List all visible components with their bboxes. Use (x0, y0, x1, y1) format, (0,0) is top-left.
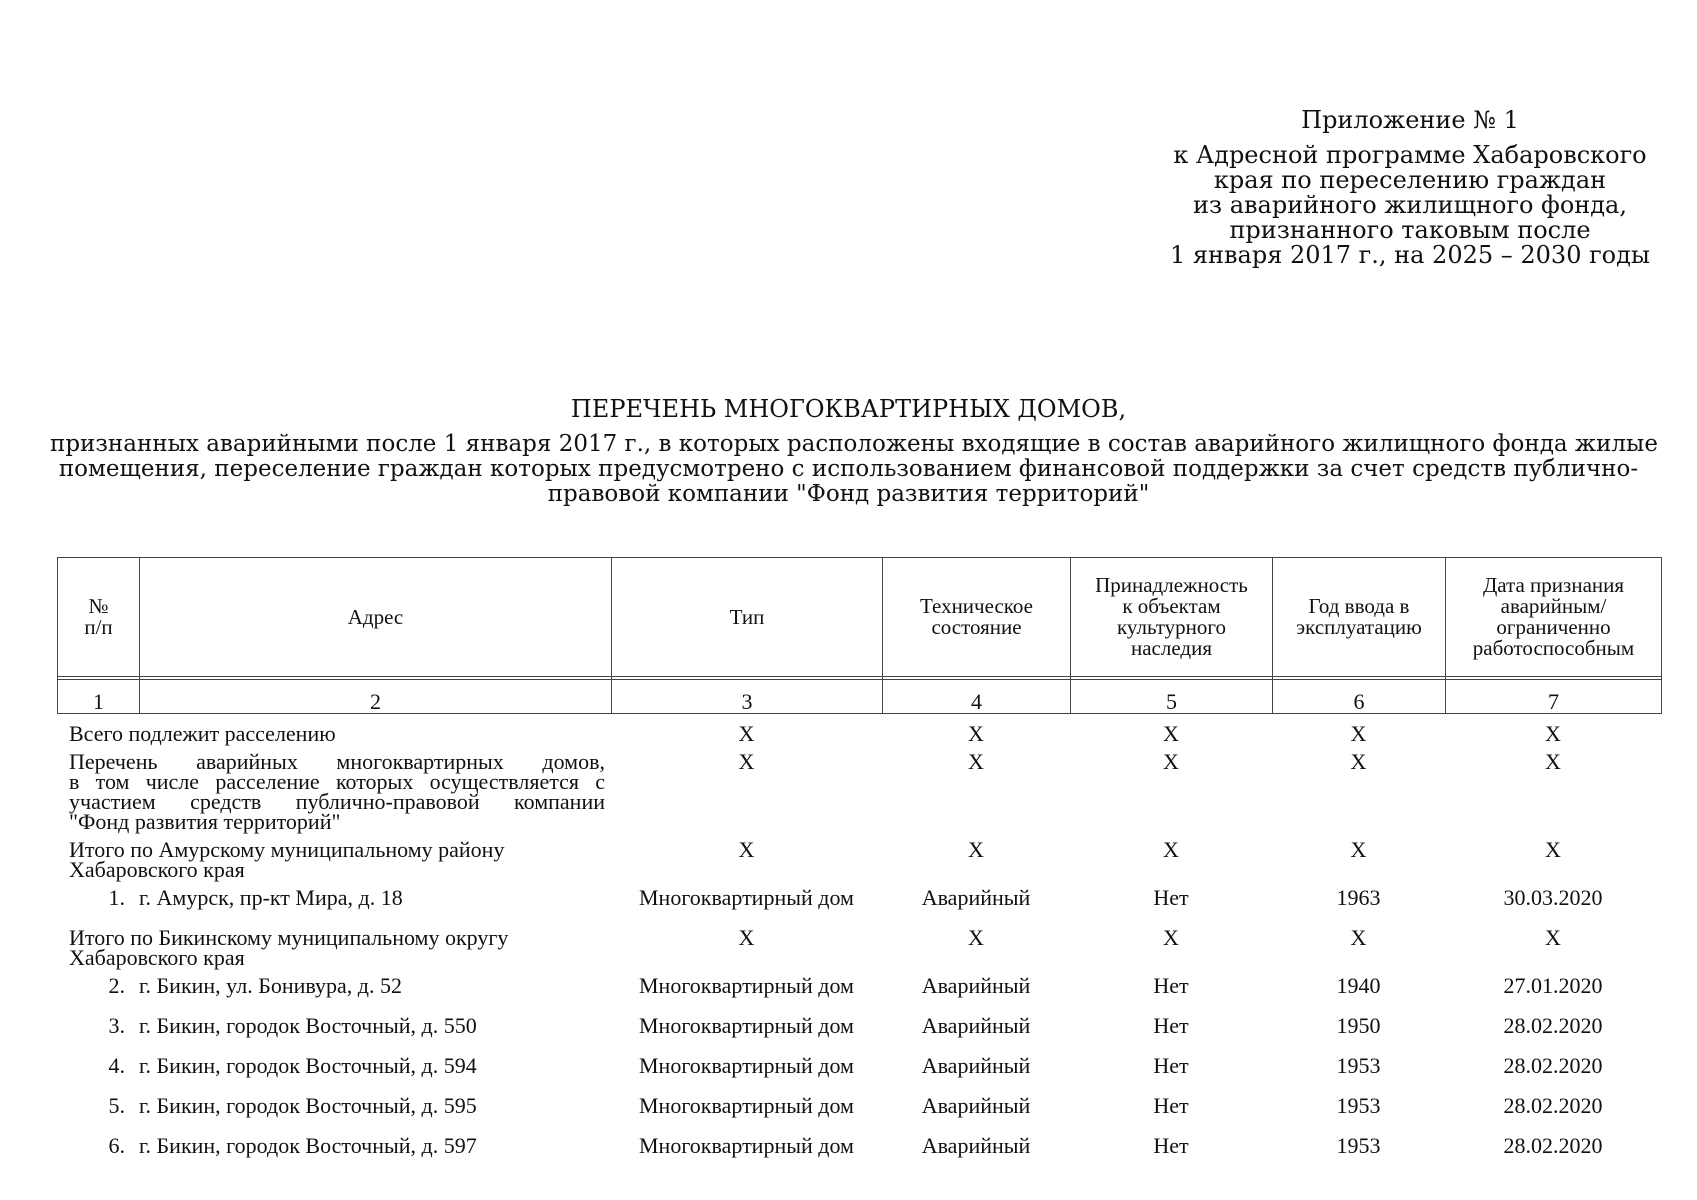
row-type: Многоквартирный дом (639, 885, 854, 910)
row-type: Многоквартирный дом (639, 1013, 854, 1038)
row-year: 1940 (1336, 973, 1381, 998)
column-number: 5 (1071, 680, 1273, 714)
row-type: Многоквартирный дом (639, 1093, 854, 1118)
column-number: 1 (58, 680, 140, 714)
row-heritage: Нет (1153, 1053, 1189, 1078)
table-row (57, 1088, 1661, 1128)
appendix-line: 1 января 2017 г., на 2025 – 2030 годы (1169, 241, 1651, 269)
table-row (57, 1048, 1661, 1088)
row-heritage: Нет (1153, 973, 1189, 998)
table-row (57, 880, 1661, 920)
appendix-line: признанного таковым после (1229, 216, 1591, 244)
x-mark: X (738, 837, 755, 862)
header-heritage: Принадлежность к объектам культурного наследия (1071, 558, 1273, 677)
group-label: Перечень аварийных многоквартирных домов, в том числе расселение которых осуществляется с участием средств публично-правовой компании "Фонд развития территорий" (69, 749, 605, 834)
row-number: 2. (108, 973, 125, 998)
x-mark: X (1163, 925, 1179, 950)
x-mark: X (738, 925, 755, 950)
table-header (57, 557, 1662, 714)
row-type: Многоквартирный дом (639, 1133, 854, 1158)
row-date: 28.02.2020 (1503, 1093, 1603, 1118)
document-title: ПЕРЕЧЕНЬ МНОГОКВАРТИРНЫХ ДОМОВ, (570, 395, 1127, 423)
x-mark: X (968, 837, 984, 862)
header-num: № п/п (58, 558, 140, 677)
appendix-line: к Адресной программе Хабаровского (1173, 141, 1647, 169)
row-type: Многоквартирный дом (639, 1053, 854, 1078)
row-state: Аварийный (921, 1053, 1031, 1078)
row-state: Аварийный (921, 1013, 1031, 1038)
row-address: г. Бикин, городок Восточный, д. 594 (139, 1053, 477, 1078)
x-mark: X (738, 749, 755, 774)
group-row-fund (57, 744, 1661, 832)
row-number: 3. (108, 1013, 125, 1038)
x-mark: X (1350, 837, 1367, 862)
x-mark: X (968, 721, 984, 746)
appendix-number: Приложение № 1 (1301, 106, 1519, 134)
header-date: Дата признания аварийным/ ограниченно работоспособным (1446, 558, 1662, 677)
row-year: 1953 (1336, 1053, 1381, 1078)
row-state: Аварийный (921, 885, 1031, 910)
x-mark: X (1163, 837, 1179, 862)
column-number: 3 (612, 680, 883, 714)
table-row (57, 1008, 1661, 1048)
x-mark: X (1545, 721, 1561, 746)
row-state: Аварийный (921, 1133, 1031, 1158)
row-date: 28.02.2020 (1503, 1013, 1603, 1038)
x-mark: X (1163, 749, 1179, 774)
row-number: 4. (108, 1053, 125, 1078)
table-row (57, 1128, 1661, 1168)
x-mark: X (968, 925, 984, 950)
row-address: г. Бикин, городок Восточный, д. 595 (139, 1093, 477, 1118)
column-number: 4 (883, 680, 1071, 714)
document-subtitle (50, 431, 1658, 507)
row-heritage: Нет (1153, 885, 1189, 910)
x-mark: X (1545, 925, 1561, 950)
row-address: г. Бикин, городок Восточный, д. 550 (139, 1013, 477, 1038)
x-mark: X (738, 721, 755, 746)
column-number: 7 (1446, 680, 1662, 714)
subtitle-line: правовой компании "Фонд развития территорий" (547, 481, 1150, 507)
row-year: 1963 (1336, 885, 1381, 910)
x-mark: X (1350, 925, 1367, 950)
column-number-row (58, 680, 1662, 714)
header-type: Тип (612, 558, 883, 677)
row-date: 28.02.2020 (1503, 1133, 1603, 1158)
row-address: г. Бикин, городок Восточный, д. 597 (139, 1133, 477, 1158)
row-number: 6. (108, 1133, 125, 1158)
table-row (57, 968, 1661, 1008)
header-address: Адрес (140, 558, 612, 677)
row-heritage: Нет (1153, 1133, 1189, 1158)
group-label: Итого по Амурскому муниципальному району Хабаровского края (69, 837, 505, 882)
row-year: 1950 (1336, 1013, 1381, 1038)
appendix-block (1160, 108, 1660, 268)
group-row-total (57, 716, 1661, 744)
x-mark: X (1350, 721, 1367, 746)
column-number: 6 (1273, 680, 1446, 714)
row-number: 1. (108, 885, 125, 910)
row-heritage: Нет (1153, 1013, 1189, 1038)
subtitle-line: признанных аварийными после 1 января 2017 г., в которых расположены входящие в состав аварийного жилищного фонда жилые (50, 431, 1658, 457)
row-heritage: Нет (1153, 1093, 1189, 1118)
row-state: Аварийный (921, 973, 1031, 998)
x-mark: X (968, 749, 984, 774)
group-label: Всего подлежит расселению (69, 721, 336, 746)
row-year: 1953 (1336, 1093, 1381, 1118)
row-date: 30.03.2020 (1503, 885, 1603, 910)
x-mark: X (1545, 749, 1561, 774)
group-label: Итого по Бикинскому муниципальному округу Хабаровского края (69, 925, 509, 970)
row-address: г. Бикин, ул. Бонивура, д. 52 (139, 973, 402, 998)
subtitle-line: помещения, переселение граждан которых предусмотрено с использованием финансовой поддержки за счет средств публично- (58, 456, 1639, 482)
row-date: 28.02.2020 (1503, 1053, 1603, 1078)
row-state: Аварийный (921, 1093, 1031, 1118)
row-address: г. Амурск, пр-кт Мира, д. 18 (139, 885, 403, 910)
x-mark: X (1545, 837, 1561, 862)
header-year: Год ввода в эксплуатацию (1273, 558, 1446, 677)
column-number: 2 (140, 680, 612, 714)
header-row (58, 558, 1662, 677)
row-number: 5. (108, 1093, 125, 1118)
header-state: Техническое состояние (883, 558, 1071, 677)
group-row-amursk (57, 832, 1661, 880)
x-mark: X (1163, 721, 1179, 746)
appendix-line: края по переселению граждан (1213, 166, 1607, 194)
table-body (57, 716, 1661, 1168)
row-type: Многоквартирный дом (639, 973, 854, 998)
group-row-bikin (57, 920, 1661, 968)
row-year: 1953 (1336, 1133, 1381, 1158)
x-mark: X (1350, 749, 1367, 774)
appendix-line: из аварийного жилищного фонда, (1193, 191, 1627, 219)
row-date: 27.01.2020 (1503, 973, 1603, 998)
